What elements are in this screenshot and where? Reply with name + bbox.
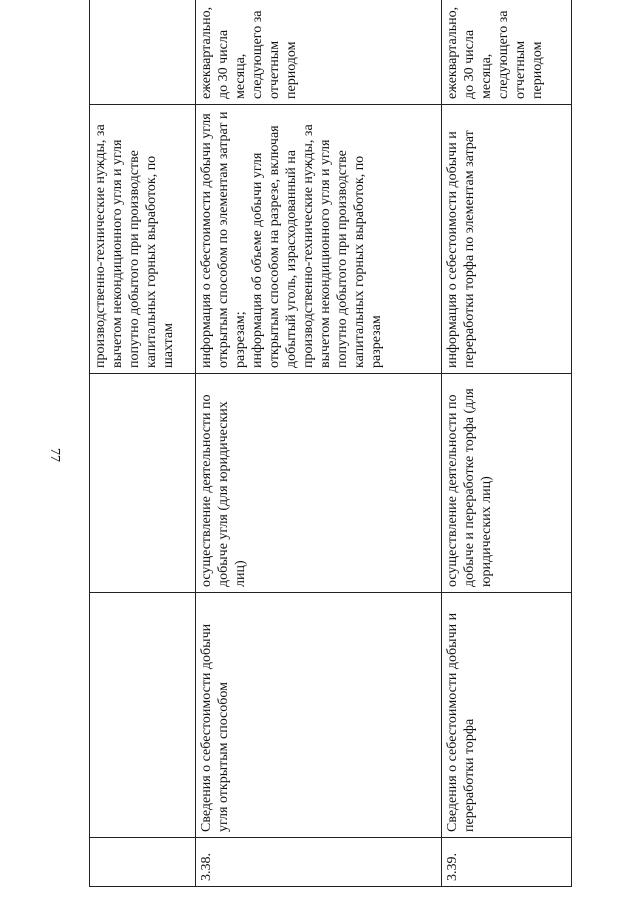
cell-scope (90, 374, 196, 593)
cell-content: информация о себестоимости добычи и переработки торфа по элементам затрат (442, 105, 572, 374)
rotated-content (89, 6, 571, 887)
table-row (442, 0, 572, 887)
cell-deadline: ежеквартально, до 30 числа месяца, следующего за отчетным периодом (442, 0, 572, 105)
cell-name (90, 593, 196, 838)
cell-deadline: ежеквартально, до 30 числа месяца, следующего за отчетным периодом (196, 0, 442, 105)
table-row (90, 0, 196, 887)
cell-deadline (90, 0, 196, 105)
cell-scope: осуществление деятельности по добыче угля (для юридических лиц) (196, 374, 442, 593)
data-table (89, 0, 572, 887)
cell-name: Сведения о себестоимости добычи и переработки торфа (442, 593, 572, 838)
content-line: информация об объеме добычи угля открытым способом на разрезе, включая добытый уголь, израсходованный на производственно-технические нужды, за вычетом некондиционного угля и угля попутно добытого при производстве капитальных горных выработок, по разрезам (250, 124, 384, 368)
cell-name: Сведения о себестоимости добычи угля открытым способом (196, 593, 442, 838)
cell-num (90, 838, 196, 887)
page-number: 77 (47, 448, 62, 462)
cell-num: 3.38. (196, 838, 442, 887)
content-line: информация о себестоимости добычи угля открытым способом по элементам затрат и разрезам; (199, 111, 248, 368)
cell-scope: осуществление деятельности по добыче и переработке торфа (для юридических лиц) (442, 374, 572, 593)
cell-content (196, 105, 442, 374)
cell-content: производственно-технические нужды, за вычетом некондиционного угля и угля попутно добытого при производстве капитальных горных выработок, по шахтам (90, 105, 196, 374)
table-row (196, 0, 442, 887)
cell-num: 3.39. (442, 838, 572, 887)
